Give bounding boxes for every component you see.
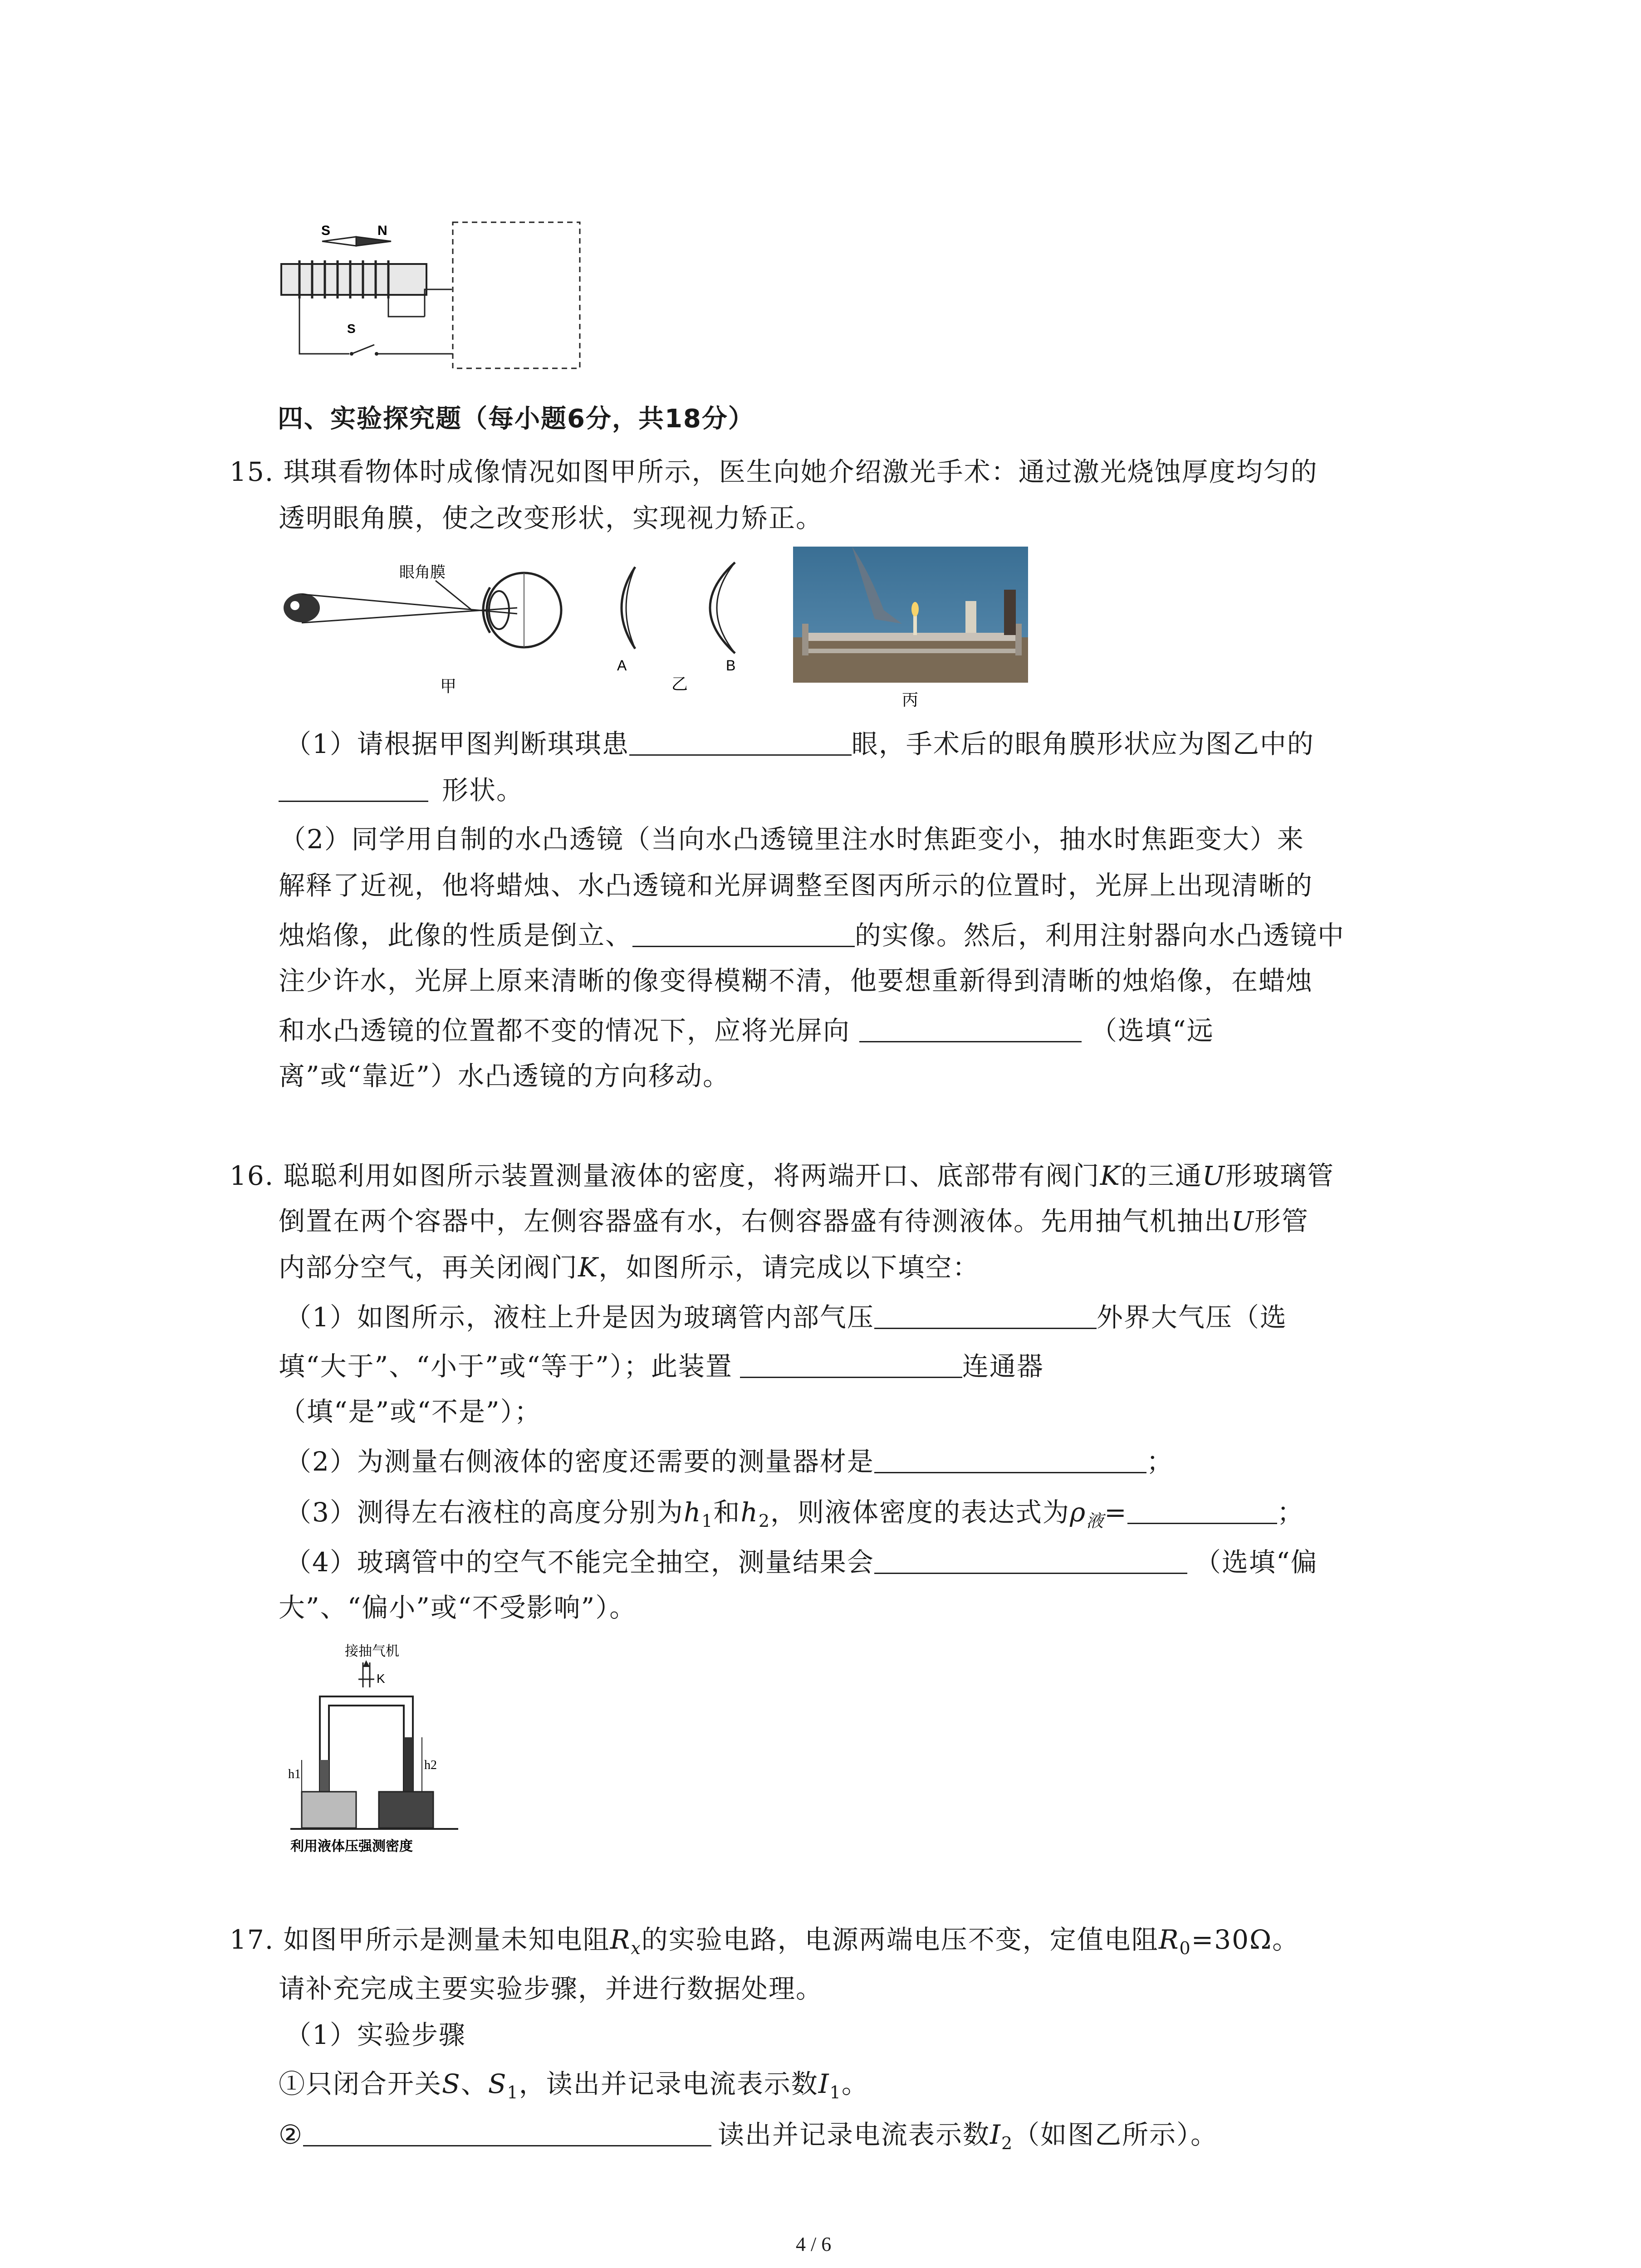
q16-line3-b: ，如图所示，请完成以下填空： [598,1252,980,1283]
q16-p3-end: ； [1277,1497,1304,1528]
q16-p4-line1 [285,1540,1318,1585]
q16-p1-d: 连通器 [962,1351,1044,1382]
q17-s2-a: ② [279,2119,303,2150]
q17-s1-c: 。 [841,2068,869,2099]
q16-p1-b: 外界大气压（选 [1096,1302,1287,1333]
sub-i2: 2 [1001,2133,1014,2153]
var-k-2: K [578,1252,599,1283]
q15-p1-line2 [279,767,524,813]
q16-p1-c: 填“大于”、“小于”或“等于”）；此装置 [279,1351,733,1382]
eye-diagram [277,560,603,696]
var-u-2: U [1231,1206,1254,1237]
sub-2: 2 [758,1511,771,1531]
var-u: U [1202,1160,1225,1191]
var-h2: h [740,1497,759,1528]
q15-line2: 透明眼角膜，使之改变形状，实现视力矫正。 [279,503,823,533]
answer-blank-q15-2[interactable] [279,772,428,802]
q15-p1-text-c: 形状。 [442,775,524,806]
q17-s1-a: ①只闭合开关 [279,2068,442,2099]
shape-a-icon [622,567,635,649]
sub-i1: 1 [829,2082,842,2102]
electromagnet-figure [272,213,599,376]
answer-blank-q15-3[interactable] [632,918,855,947]
sub-s1: 1 [507,2082,519,2102]
q17-line1 [230,1917,1299,1971]
sub-0: 0 [1179,1938,1191,1958]
cornea-label: 眼角膜 [399,564,446,581]
equals-sign: = [1104,1497,1127,1528]
var-r0: R [1158,1924,1180,1955]
q16-line1-c: 形玻璃管 [1225,1160,1334,1191]
q16-line2-a: 倒置在两个容器中，左侧容器盛有水，右侧容器盛有待测液体。先用抽气机抽出 [279,1206,1232,1237]
answer-blank-q16-3[interactable] [874,1444,1146,1473]
var-k: K [1100,1160,1121,1191]
var-s: S [442,2068,461,2099]
q16-p4-line2: 大”、“偏小”或“不受影响”）。 [279,1592,637,1623]
cornea-shapes-figure [603,558,767,699]
q15-p2-line3 [279,913,1345,958]
var-r: R [610,1924,631,1955]
answer-blank-q16-1[interactable] [874,1300,1097,1329]
q16-line1 [230,1153,1334,1198]
q16-p4-a: （4）玻璃管中的空气不能完全抽空，测量结果会 [285,1547,874,1578]
dashed-box [453,222,580,368]
var-i1: I [818,2068,830,2099]
h2-label: h2 [424,1758,437,1772]
var-s1: S [488,2068,507,2099]
q15-p2-line1: （2）同学用自制的水凸透镜（当向水凸透镜里注水时焦距变小，抽水时焦距变大）来 [279,824,1304,855]
q16-p3-a: （3）测得左右液柱的高度分别为 [285,1497,684,1528]
sub-1: 1 [701,1511,714,1531]
q15-p1-text-b: 眼，手术后的眼角膜形状应为图乙中的 [851,728,1314,759]
q16-line2 [279,1198,1309,1244]
q16-p1-line2 [279,1344,1044,1389]
q17-s1-b: ，读出并记录电流表示数 [519,2068,818,2099]
q15-p2-line5 [279,1008,1214,1053]
q17-line1-b: 的实验电路，电源两端电压不变，定值电阻 [641,1924,1159,1955]
shape-b-icon [710,562,735,653]
q17-line2: 请补充完成主要实验步骤，并进行数据处理。 [279,1973,823,2004]
q16-line3 [279,1245,980,1290]
answer-blank-q15-1[interactable] [629,726,852,756]
q16-p1-a: （1）如图所示，液柱上升是因为玻璃管内部气压 [285,1302,874,1333]
q17-step2 [279,2112,1218,2166]
switch-icon [350,345,378,356]
q16-p2-line [285,1439,1174,1484]
q16-p1-line3: （填“是”或“不是”）； [279,1396,542,1427]
label-b: B [726,657,736,674]
q17-step-title: （1）实验步骤 [285,2019,466,2050]
q15-p2-line4: 注少许水，光屏上原来清晰的像变得模糊不清，他要想重新得到清晰的烛焰像，在蜡烛 [279,965,1313,996]
u-tube-caption: 利用液体压强测密度 [290,1838,413,1854]
q17-s2-b: 读出并记录电流表示数 [718,2119,990,2150]
q17-comma: 、 [460,2068,488,2099]
q17-s2-c: （如图乙所示）。 [1013,2119,1218,2150]
q16-line1-a: 16. 聪聪利用如图所示装置测量液体的密度，将两端开口、底部带有阀门 [230,1160,1100,1191]
q16-line1-b: 的三通 [1121,1160,1203,1191]
sub-x: x [631,1938,642,1958]
var-rho: ρ [1070,1497,1087,1528]
h1-label: h1 [288,1767,301,1781]
section-title: 四、实验探究题（每小题6分，共18分） [278,404,754,434]
q16-p2-a: （2）为测量右侧液体的密度还需要的测量器材是 [285,1446,874,1477]
var-h1: h [683,1497,702,1528]
var-i2: I [990,2119,1001,2150]
compass-needle-icon [322,237,391,246]
answer-blank-q16-4[interactable] [1127,1495,1277,1524]
q15-p1-line1 [285,721,1314,767]
q15-p2-line2: 解释了近视，他将蜡烛、水凸透镜和光屏调整至图丙所示的位置时，光屏上出现清晰的 [279,870,1313,901]
answer-blank-q16-2[interactable] [740,1349,962,1378]
optical-bench-photo [793,547,1029,719]
q15-p2-line6: 离”或“靠近”）水凸透镜的方向移动。 [279,1061,730,1091]
q15-p2-text-3b: 的实像。然后，利用注射器向水凸透镜中 [855,920,1345,951]
q16-p2-b: ； [1146,1446,1174,1477]
q15-p2-text-5b: （选填“远 [1091,1015,1214,1046]
caption-yi: 乙 [671,675,688,694]
u-tube-diagram [277,1637,476,1873]
q16-line2-b: 形管 [1254,1206,1309,1237]
switch-s-label: S [347,322,356,336]
answer-blank-q17-1[interactable] [303,2117,711,2146]
q17-line1-c: =30Ω。 [1191,1924,1300,1955]
q15-p2-text-5a: 和水凸透镜的位置都不变的情况下，应将光屏向 [279,1015,851,1046]
q15-p2-text-3a: 烛焰像，此像的性质是倒立、 [279,920,633,951]
caption-bing: 丙 [902,691,919,709]
q16-p1-line1 [285,1295,1287,1340]
page-number: 4 / 6 [796,2233,832,2255]
q15-line1: 15. 琪琪看物体时成像情况如图甲所示，医生向她介绍激光手术：通过激光烧蚀厚度均匀的 [230,456,1318,487]
q17-step1 [279,2061,869,2115]
valve-k-label: K [377,1672,385,1686]
answer-blank-q16-5[interactable] [874,1545,1187,1574]
q16-p3-b: ，则液体密度的表达式为 [770,1497,1070,1528]
compass-n-label: N [377,223,387,238]
answer-blank-q15-4[interactable] [859,1013,1082,1042]
q16-p4-b: （选填“偏 [1194,1547,1318,1578]
q15-p1-text-a: （1）请根据甲图判断琪琪患 [285,728,629,759]
q16-he: 和 [713,1497,741,1528]
label-a: A [617,657,627,674]
sub-liquid: 液 [1086,1511,1105,1531]
q16-line3-a: 内部分空气，再关闭阀门 [279,1252,578,1283]
pump-label: 接抽气机 [345,1643,399,1659]
object-icon [284,593,320,622]
compass-s-label: S [321,223,331,238]
caption-jia: 甲 [440,677,457,696]
q16-p3-line [285,1490,1304,1544]
q17-line1-a: 17. 如图甲所示是测量未知电阻 [230,1924,610,1955]
